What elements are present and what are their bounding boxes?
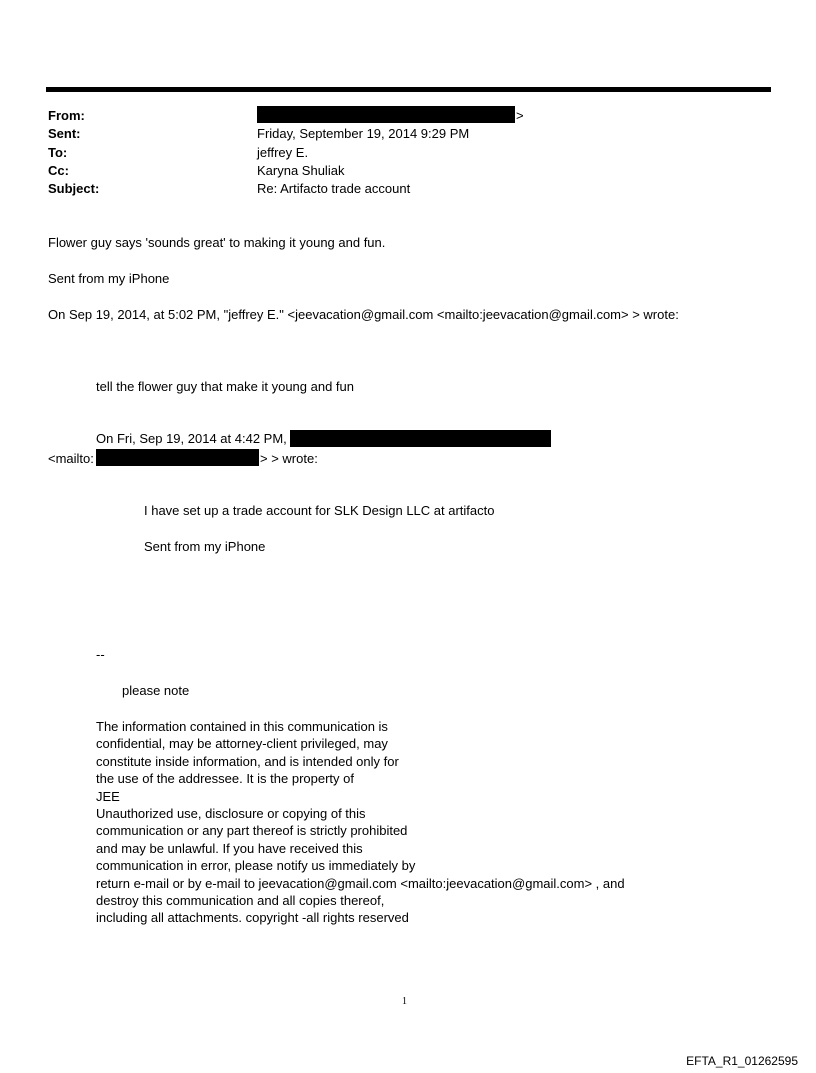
reply-1: tell the flower guy that make it young and fun: [96, 379, 354, 394]
cc-label: Cc:: [48, 163, 69, 178]
mailto-suffix: > > wrote:: [260, 451, 318, 466]
quote-header-1: On Sep 19, 2014, at 5:02 PM, "jeffrey E." <jeevacation@gmail.com <mailto:jeevacation@gmail.com> > wrote:: [48, 307, 679, 322]
disclaimer-line: The information contained in this communication is: [96, 719, 388, 734]
disclaimer-line: communication or any part thereof is strictly prohibited: [96, 823, 408, 839]
disclaimer: [96, 718, 625, 927]
page-number: 1: [402, 996, 407, 1007]
disclaimer-line: including all attachments. copyright -all rights reserved: [96, 910, 409, 926]
from-label: From:: [48, 108, 85, 123]
sent-label: Sent:: [48, 126, 81, 141]
disclaimer-line: and may be unlawful. If you have received this: [96, 840, 363, 856]
disclaimer-line: JEE: [96, 788, 120, 804]
from-redaction: [257, 106, 515, 123]
please-note: please note: [122, 683, 190, 698]
disclaimer-line: Unauthorized use, disclosure or copying of this: [96, 806, 366, 822]
disclaimer-line: return e-mail or by e-mail to jeevacation@gmail.com <mailto:jeevacation@gmail.com> , and: [96, 875, 625, 891]
body-line-1: Flower guy says 'sounds great' to making it young and fun.: [48, 235, 386, 250]
sent-value: Friday, September 19, 2014 9:29 PM: [257, 126, 470, 141]
signature-1: Sent from my iPhone: [48, 271, 170, 286]
mailto-prefix: <mailto:: [48, 451, 94, 466]
disclaimer-line: the use of the addressee. It is the property of: [96, 771, 354, 787]
disclaimer-line: constitute inside information, and is intended only for: [96, 753, 399, 769]
from-suffix: >: [516, 108, 524, 123]
reply-2: I have set up a trade account for SLK Design LLC at artifacto: [144, 503, 495, 518]
signature-2: Sent from my iPhone: [144, 539, 266, 554]
sender-redaction: [290, 430, 551, 447]
cc-value: Karyna Shuliak: [257, 163, 345, 178]
to-label: To:: [48, 145, 68, 160]
disclaimer-line: destroy this communication and all copies thereof,: [96, 893, 385, 909]
quote-header-2: On Fri, Sep 19, 2014 at 4:42 PM,: [96, 431, 287, 446]
disclaimer-line: confidential, may be attorney-client privileged, may: [96, 736, 388, 752]
document-id: EFTA_R1_01262595: [686, 1054, 798, 1068]
to-value: jeffrey E.: [257, 145, 309, 160]
subject-value: Re: Artifacto trade account: [257, 181, 411, 196]
subject-label: Subject:: [48, 181, 100, 196]
mailto-redaction: [96, 449, 259, 466]
signature-separator: --: [96, 647, 105, 662]
header-rule: [46, 87, 771, 92]
disclaimer-line: communication in error, please notify us immediately by: [96, 858, 416, 874]
